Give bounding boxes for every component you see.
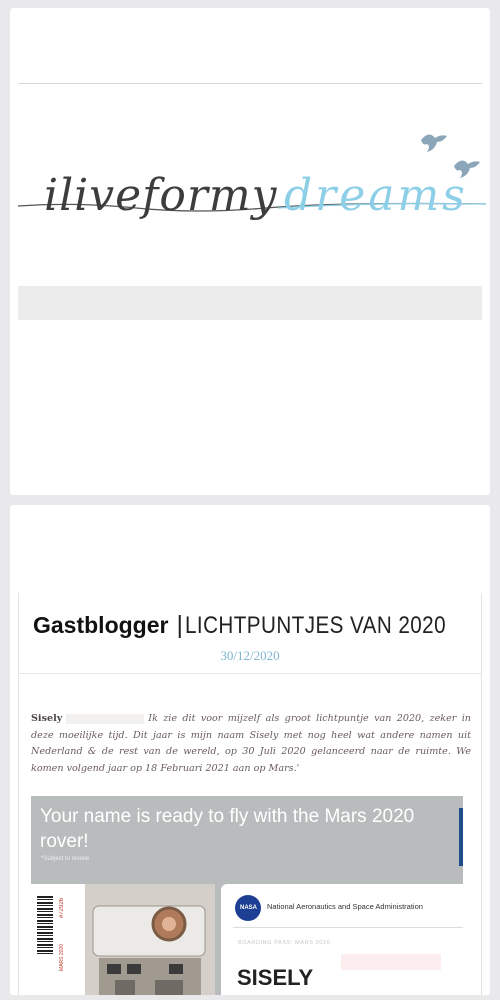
passenger-name: SISELY bbox=[237, 965, 314, 990]
divider bbox=[233, 927, 463, 928]
ticket-mission: MARS 2020 bbox=[59, 944, 65, 971]
logo-text-dark: iliveformy bbox=[44, 170, 278, 221]
barcode-icon bbox=[37, 896, 53, 956]
heading-separator: | bbox=[176, 611, 183, 639]
rover-camera-icon bbox=[85, 884, 215, 995]
nasa-logo-text: NASA bbox=[240, 905, 258, 911]
mars-subnote: *Subject to review bbox=[41, 856, 90, 862]
post-paragraph: Ik zie dit voor mijzelf als groot lichtpuntje van 2020, zeker in deze moeilijke tijd. Dit jaar is mijn naam Sisely met nog heel wat andere namen uit Nederland & de rest van de wereld, op 30 Juli 2020 gelanceerd naar de ruimte. We komen volgend jaar op 18 Februari 2021 aan op Mars.' bbox=[31, 713, 471, 774]
divider bbox=[19, 673, 481, 674]
post-body bbox=[31, 711, 471, 777]
image-edge-accent bbox=[459, 808, 463, 866]
site-logo[interactable] bbox=[16, 118, 486, 258]
post-title[interactable]: LICHTPUNTJES VAN 2020 bbox=[184, 612, 446, 639]
post-heading bbox=[33, 611, 488, 640]
rover-camera-image bbox=[85, 884, 215, 995]
redacted-text bbox=[341, 954, 441, 970]
ticket-stub bbox=[31, 884, 85, 995]
agency-name: National Aeronautics and Space Administration bbox=[267, 902, 423, 911]
navigation-bar[interactable] bbox=[18, 286, 482, 320]
post-category[interactable]: Gastblogger bbox=[33, 612, 169, 638]
boarding-pass bbox=[221, 884, 463, 995]
logo-text-light: dreams bbox=[284, 170, 468, 221]
redacted-text bbox=[66, 714, 144, 724]
site-header-panel bbox=[10, 8, 490, 495]
mars-headline: Your name is ready to fly with the Mars 2020 rover! bbox=[40, 806, 415, 852]
post-card bbox=[18, 593, 482, 995]
nasa-logo-icon bbox=[235, 895, 261, 921]
mars-boarding-pass-image bbox=[31, 796, 463, 995]
ticket-number: #72926 bbox=[59, 898, 65, 919]
divider bbox=[18, 83, 482, 84]
boarding-pass-label: BOARDING PASS: MARS 2020 bbox=[238, 940, 331, 946]
post-panel bbox=[10, 505, 490, 995]
post-author: Sisely bbox=[31, 713, 63, 724]
post-date: 30/12/2020 bbox=[220, 648, 280, 663]
